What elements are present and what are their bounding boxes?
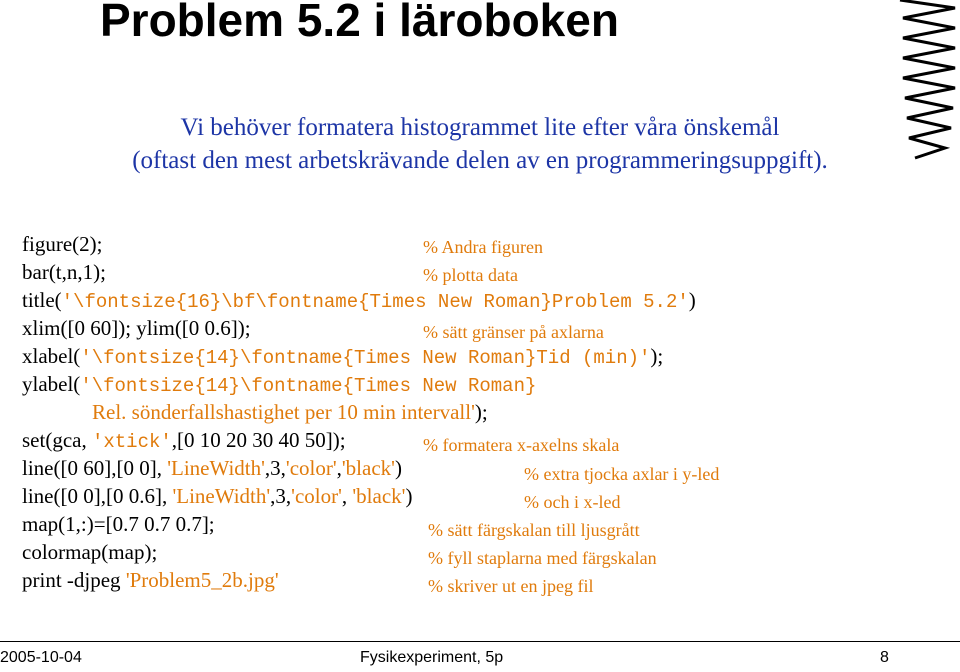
code-text: ylabel(: [22, 372, 81, 396]
code-string: 'black': [352, 484, 406, 508]
code-string: 'LineWidth': [172, 484, 271, 508]
code-text: print -djpeg: [22, 568, 126, 592]
code-line: [22, 286, 696, 316]
code-text: ,3,: [264, 456, 286, 480]
code-comment: % och i x-led: [524, 492, 621, 512]
code-comment: % Andra figuren: [423, 237, 543, 257]
code-text: ): [405, 484, 413, 508]
code-comment: % sätt färgskalan till ljusgrått: [428, 520, 640, 540]
code-text: figure(2);: [22, 232, 103, 256]
code-text: map(1,:)=[0.7 0.7 0.7];: [22, 512, 215, 536]
code-string: 'color': [285, 456, 337, 480]
code-comment: % plotta data: [423, 265, 518, 285]
code-text: ): [394, 456, 402, 480]
code-text: xlabel(: [22, 344, 81, 368]
code-comment: % sätt gränser på axlarna: [423, 322, 604, 342]
code-text: );: [650, 344, 664, 368]
code-text: colormap(map);: [22, 540, 158, 564]
code-text: ,[0 10 20 30 40 50]);: [171, 428, 346, 452]
code-line: [22, 482, 412, 510]
code-text: bar(t,n,1);: [22, 260, 106, 284]
code-line: [22, 538, 157, 566]
code-text: ): [688, 288, 696, 312]
code-line: [22, 370, 536, 400]
code-comment: % extra tjocka axlar i y-led: [524, 464, 720, 484]
slide-title: Problem 5.2 i läroboken: [100, 0, 619, 46]
code-string: 'LineWidth': [167, 456, 265, 480]
code-string: '\fontsize{14}\fontname{Times New Roman}Tid (min)': [80, 347, 651, 369]
code-text: ,3,: [270, 484, 292, 508]
code-line: [22, 426, 346, 456]
code-text: ,: [341, 484, 353, 508]
code-line: [22, 258, 106, 286]
code-string: 'Problem5_2b.jpg': [125, 568, 279, 592]
code-string: '\fontsize{14}\fontname{Times New Roman}: [80, 375, 537, 397]
code-string: Rel. sönderfallshastighet per 10 min intervall': [92, 400, 475, 424]
code-text: line([0 0],[0 0.6],: [22, 484, 173, 508]
code-comment: % skriver ut en jpeg fil: [428, 576, 594, 596]
code-line: [22, 510, 215, 538]
footer-page-number: 8: [880, 649, 889, 666]
code-line: [92, 398, 488, 426]
code-line: [22, 566, 279, 594]
code-text: title(: [22, 288, 62, 312]
footer-divider: [0, 641, 960, 642]
code-line: [22, 314, 251, 342]
code-comment: % formatera x-axelns skala: [423, 435, 620, 455]
code-string: 'color': [291, 484, 342, 508]
code-string: 'black': [341, 456, 395, 480]
code-line: [22, 454, 402, 482]
code-string: '\fontsize{16}\bf\fontname{Times New Roman}Problem 5.2': [61, 291, 689, 313]
code-text: set(gca,: [22, 428, 92, 452]
code-text: line([0 60],[0 0],: [22, 456, 168, 480]
code-text: );: [474, 400, 488, 424]
code-line: [22, 230, 102, 258]
code-string: 'xtick': [91, 431, 172, 453]
footer-date: 2005-10-04: [0, 649, 82, 666]
code-comment: % fyll staplarna med färgskalan: [428, 548, 657, 568]
footer-course: Fysikexperiment, 5p: [360, 649, 504, 666]
code-text: xlim([0 60]); ylim([0 0.6]);: [22, 316, 251, 340]
code-line: [22, 342, 663, 372]
subtitle-line-1: Vi behöver formatera histogrammet lite efter våra önskemål: [180, 114, 780, 141]
subtitle-line-2: (oftast den mest arbetskrävande delen av en programmeringsuppgift).: [132, 147, 828, 174]
code-text: ,: [336, 456, 342, 480]
